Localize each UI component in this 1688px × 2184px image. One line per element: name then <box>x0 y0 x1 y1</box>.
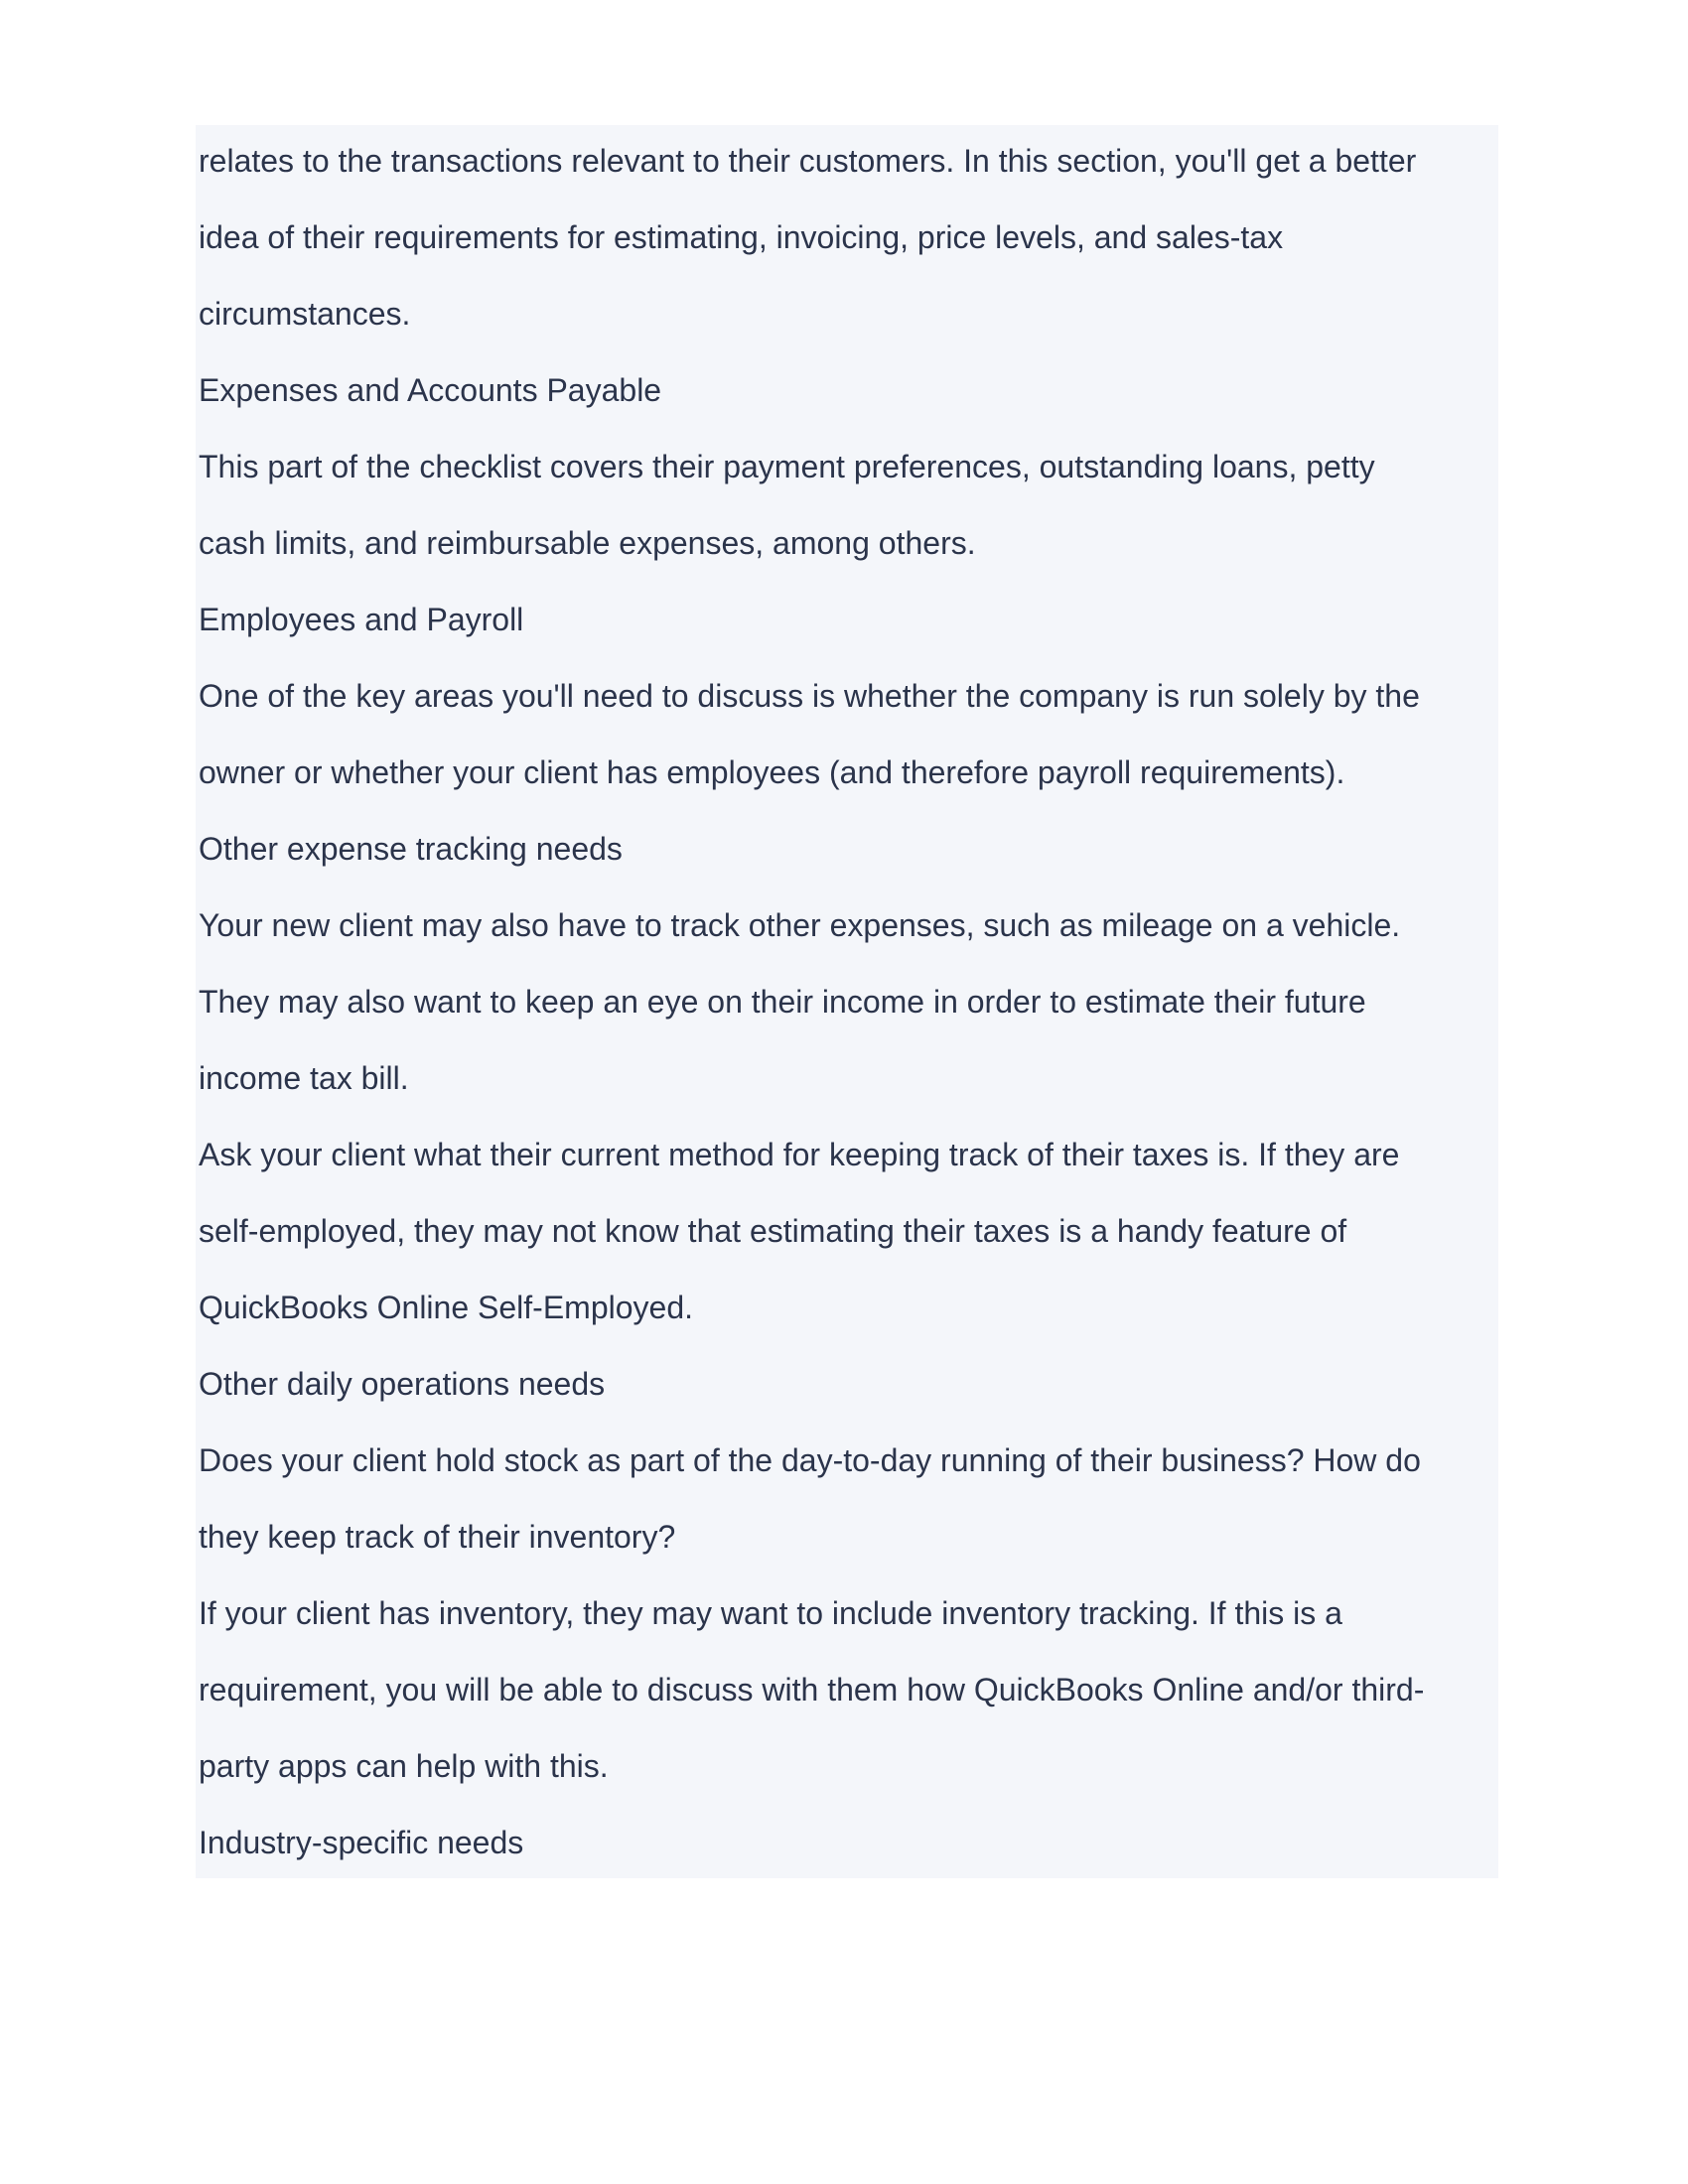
section-heading-expenses: Expenses and Accounts Payable <box>199 372 662 408</box>
paragraph-line: This part of the checklist covers their payment preferences, outstanding loans, petty <box>199 449 1375 484</box>
paragraph-line: income tax bill. <box>199 1060 409 1096</box>
paragraph-line: party apps can help with this. <box>199 1748 609 1784</box>
paragraph-line: They may also want to keep an eye on their income in order to estimate their future <box>199 984 1366 1020</box>
section-heading-industry: Industry-specific needs <box>199 1825 524 1860</box>
paragraph-line: circumstances. <box>199 296 411 332</box>
paragraph-line: owner or whether your client has employees (and therefore payroll requirements). <box>199 754 1345 790</box>
section-heading-daily-operations: Other daily operations needs <box>199 1366 606 1402</box>
paragraph-line: idea of their requirements for estimating, invoicing, price levels, and sales-tax <box>199 219 1284 255</box>
section-heading-payroll: Employees and Payroll <box>199 602 524 637</box>
paragraph-line: cash limits, and reimbursable expenses, among others. <box>199 525 976 561</box>
paragraph-line: QuickBooks Online Self-Employed. <box>199 1290 693 1325</box>
paragraph-line: requirement, you will be able to discuss with them how QuickBooks Online and/or third- <box>199 1672 1425 1707</box>
paragraph-line: Does your client hold stock as part of the day-to-day running of their business? How do <box>199 1442 1421 1478</box>
paragraph-line: Your new client may also have to track other expenses, such as mileage on a vehicle. <box>199 907 1401 943</box>
paragraph-line: If your client has inventory, they may want to include inventory tracking. If this is a <box>199 1595 1342 1631</box>
section-heading-expense-tracking: Other expense tracking needs <box>199 831 623 867</box>
document-text-panel <box>196 125 1498 1878</box>
paragraph-line: Ask your client what their current method for keeping track of their taxes is. If they are <box>199 1137 1400 1172</box>
paragraph-line: self-employed, they may not know that estimating their taxes is a handy feature of <box>199 1213 1347 1249</box>
paragraph-line: One of the key areas you'll need to discuss is whether the company is run solely by the <box>199 678 1420 714</box>
paragraph-line: relates to the transactions relevant to their customers. In this section, you'll get a better <box>199 143 1417 179</box>
paragraph-line: they keep track of their inventory? <box>199 1519 676 1555</box>
